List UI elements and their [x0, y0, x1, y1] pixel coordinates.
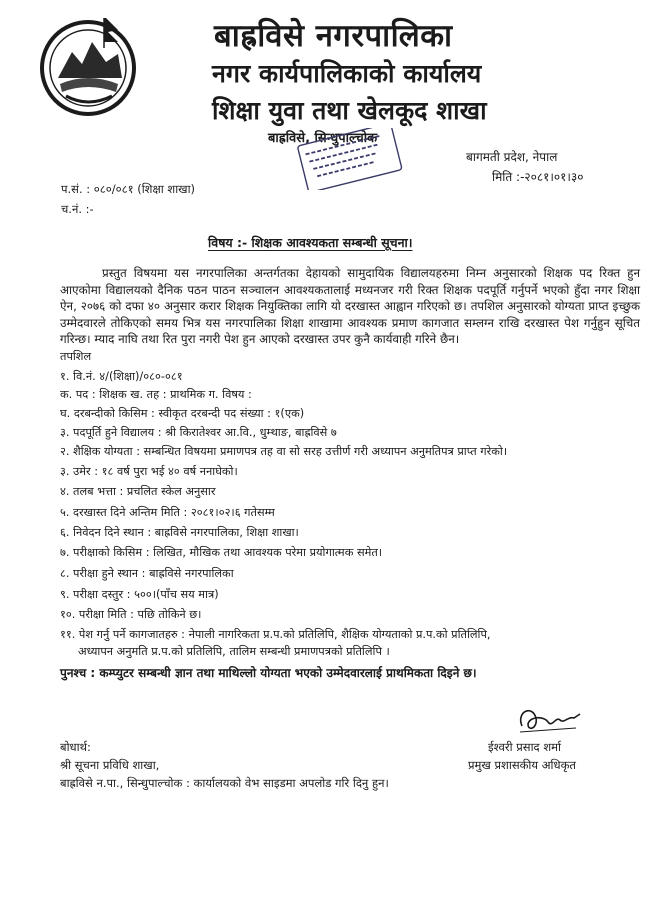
section-name: शिक्षा युवा तथा खेलकूद शाखा [212, 96, 487, 125]
signatory-title: प्रमुख प्रशासकीय अधिकृत [468, 758, 576, 772]
cc-line: बाह्रविसे न.पा., सिन्धुपाल्चोक : कार्यालयको वेभ साइडमा अपलोड गरि दिनु हुन। [60, 776, 389, 790]
detail-line: ४. तलब भत्ता : प्रचलित स्केल अनुसार [60, 485, 216, 498]
letter-date: मिति :-२०८१।०१।३० [492, 170, 584, 184]
government-emblem-logo [36, 12, 140, 122]
detail-line: १. वि.नं. ४/(शिक्षा)/०८०-०८१ [60, 370, 183, 383]
signatory-name: ईश्वरी प्रसाद शर्मा [488, 740, 561, 754]
detail-line: ११. पेश गर्नु पर्ने कागजातहरु : नेपाली नागरिकता प्र.प.को प्रतिलिपि, शैक्षिक योग्यताको प्र.प.को प्रतिलिपि, [60, 628, 491, 641]
detail-line: ३. उमेर : १८ वर्ष पुरा भई ४० वर्ष ननाघेको। [60, 465, 238, 478]
handwritten-signature [514, 702, 584, 742]
detail-line: ३. पदपूर्ति हुने विद्यालय : श्री किरातेश्वर आ.वि., धुम्थाङ, बाह्रविसे ७ [60, 426, 337, 439]
notice-body: प्रस्तुत विषयमा यस नगरपालिका अन्तर्गतका देहायको सामुदायिक विद्यालयहरुमा निम्न अनुसारको शिक्षक पद रिक्त हुन आएकोमा विद्यालयको दैनिक पठन पाठन सञ्चालन आवश्यकतालाई मध्यनजर गरी रिक्त शिक्षक पदपूर्ति गर्नुपर्ने भएको हुँदा नगर शिक्षा ऐन, २०७६ को दफा ४० अनुसार करार शिक्षक नियुक्तिका लागि यो दरखास्त आह्वान गरिएको छ। तपशिल अनुसारको योग्यता प्राप्त इच्छुक उम्मेदवारले तोकिएको समय भित्र यस नगरपालिका शिक्षा शाखामा आवश्यक प्रमाण कागजात सम्लग्न राखि दरखास्त पेश गर्नुहुन सूचित गरिन्छ। म्याद नाघि तथा रित पुरा नगरी पेश हुन आएको दरखास्त उपर कुनै कार्यवाही गरिने छैन। [60, 266, 640, 347]
province-name: बागमती प्रदेश, नेपाल [466, 150, 558, 164]
dispatch-number: च.नं. :- [61, 202, 94, 216]
cc-line: श्री सूचना प्रविधि शाखा, [60, 758, 160, 772]
detail-line: घ. दरबन्दीको किसिम : स्वीकृत दरबन्दी पद संख्या : १(एक) [60, 407, 305, 420]
postscript-note: पुनश्च : कम्प्युटर सम्बन्धी ज्ञान तथा माथिल्लो योग्यता भएको उम्मेदवारलाई प्राथमिकता दिइने छ। [60, 666, 477, 680]
notice-subject: विषय :- शिक्षक आवश्यकता सम्बन्धी सूचना। [208, 235, 413, 250]
detail-line: २. शैक्षिक योग्यता : सम्बन्धित विषयमा प्रमाणपत्र तह वा सो सरह उत्तीर्ण गरी अध्यापन अनुमतिपत्र प्राप्त गरेको। [60, 445, 508, 458]
detail-line: अध्यापन अनुमति प्र.प.को प्रतिलिपि, तालिम सम्बन्धी प्रमाणपत्रको प्रतिलिपि । [78, 645, 390, 658]
details-heading: तपशिल [60, 350, 92, 363]
cc-heading: बोधार्थ: [60, 740, 91, 754]
office-address: बाह्रविसे, सिन्धुपाल्चोक [268, 131, 378, 146]
detail-line: ७. परीक्षाको किसिम : लिखित, मौखिक तथा आवश्यक परेमा प्रयोगात्मक समेत। [60, 546, 383, 559]
detail-line: ६. निवेदन दिने स्थान : बाह्रविसे नगरपालिका, शिक्षा शाखा। [60, 526, 299, 539]
municipality-name: बाह्रविसे नगरपालिका [214, 18, 453, 54]
office-seal-stamp [292, 128, 407, 194]
detail-line: १०. परीक्षा मिति : पछि तोकिने छ। [60, 608, 202, 621]
detail-line: ८. परीक्षा हुने स्थान : बाह्रविसे नगरपालिका [60, 567, 234, 580]
office-name: नगर कार्यपालिकाको कार्यालय [212, 59, 482, 88]
detail-line: ९. परीक्षा दस्तुर : ५००।(पाँच सय मात्र) [60, 588, 219, 601]
detail-line: क. पद : शिक्षक ख. तह : प्राथमिक ग. विषय : [60, 388, 252, 401]
letter-number: प.सं. : ०८०/०८१ (शिक्षा शाखा) [61, 182, 196, 196]
detail-line: ५. दरखास्त दिने अन्तिम मिति : २०८१।०२।६ गतेसम्म [60, 506, 275, 519]
